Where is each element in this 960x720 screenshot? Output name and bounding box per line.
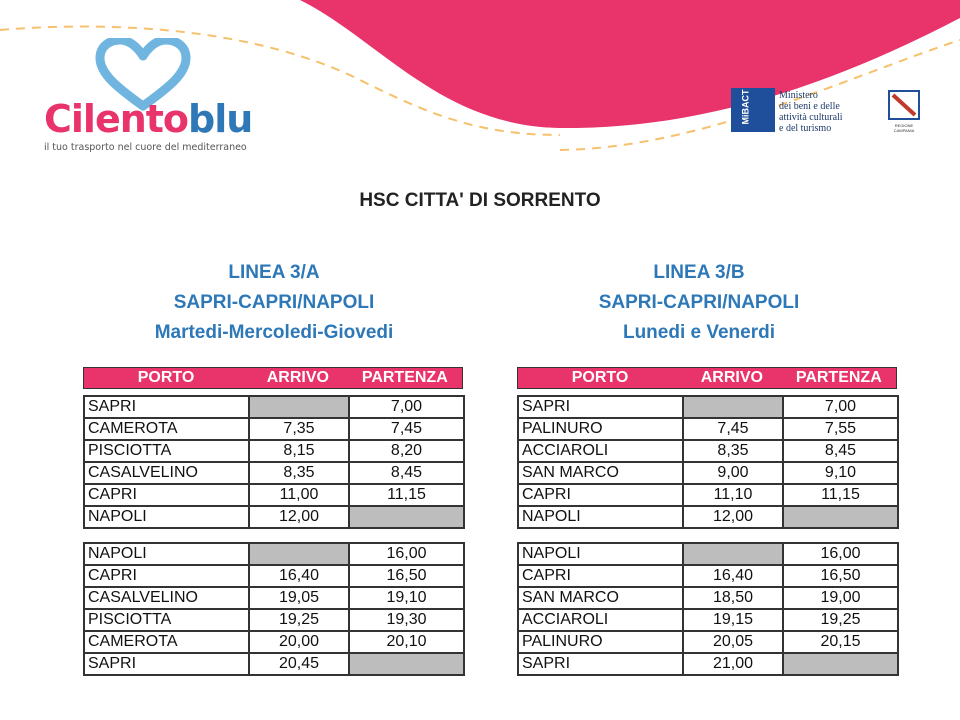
- brand-name-part2: blu: [188, 97, 253, 141]
- arrival-cell: 18,50: [683, 587, 783, 609]
- departure-cell: 16,00: [349, 543, 464, 565]
- arrival-cell: [249, 396, 349, 418]
- port-cell: SAPRI: [518, 653, 683, 675]
- arrival-cell: 9,00: [683, 462, 783, 484]
- arrival-cell: 20,05: [683, 631, 783, 653]
- port-cell: SAPRI: [518, 396, 683, 418]
- port-cell: SAPRI: [84, 396, 249, 418]
- port-cell: CAMEROTA: [84, 418, 249, 440]
- arrival-cell: [683, 396, 783, 418]
- table-row: [518, 565, 898, 587]
- table-row: [518, 506, 898, 528]
- arrival-cell: 16,40: [249, 565, 349, 587]
- table-header: [83, 367, 463, 389]
- ministry-name: [779, 90, 843, 134]
- table-row: [518, 543, 898, 565]
- departure-cell: 16,50: [349, 565, 464, 587]
- col-header-arrival: ARRIVO: [266, 369, 329, 386]
- table-row: [518, 631, 898, 653]
- return-table: [517, 542, 899, 676]
- arrival-cell: [683, 543, 783, 565]
- departure-cell: 11,15: [783, 484, 898, 506]
- departure-cell: 20,10: [349, 631, 464, 653]
- line-b-name: LINEA 3/B: [653, 262, 745, 283]
- ministry-line: attività culturali: [779, 112, 843, 123]
- arrival-cell: 8,15: [249, 440, 349, 462]
- port-cell: NAPOLI: [84, 543, 249, 565]
- ministry-line: e del turismo: [779, 123, 832, 134]
- brand-tagline: il tuo trasporto nel cuore del mediterraneo: [44, 142, 247, 153]
- port-cell: SAN MARCO: [518, 587, 683, 609]
- port-cell: NAPOLI: [518, 543, 683, 565]
- arrival-cell: 19,25: [249, 609, 349, 631]
- table-row: [518, 396, 898, 418]
- line-a-route: SAPRI-CAPRI/NAPOLI: [173, 292, 375, 313]
- port-cell: NAPOLI: [518, 506, 683, 528]
- port-cell: NAPOLI: [84, 506, 249, 528]
- departure-cell: 19,25: [783, 609, 898, 631]
- table-row: [518, 440, 898, 462]
- ministry-line: Ministero: [779, 90, 818, 101]
- table-row: [84, 653, 464, 675]
- table-row: [518, 462, 898, 484]
- ministry-logo: [731, 88, 851, 136]
- table-row: [518, 418, 898, 440]
- table-row: [84, 506, 464, 528]
- table-row: [84, 587, 464, 609]
- port-cell: SAN MARCO: [518, 462, 683, 484]
- departure-cell: 7,00: [349, 396, 464, 418]
- port-cell: CAMEROTA: [84, 631, 249, 653]
- col-header-port: PORTO: [571, 369, 629, 386]
- arrival-cell: 8,35: [683, 440, 783, 462]
- line-b-days: Lunedi e Venerdi: [622, 322, 776, 343]
- arrival-cell: 20,00: [249, 631, 349, 653]
- table-row: [518, 653, 898, 675]
- departure-cell: 20,15: [783, 631, 898, 653]
- arrival-cell: 11,10: [683, 484, 783, 506]
- arrival-cell: [249, 543, 349, 565]
- port-cell: SAPRI: [84, 653, 249, 675]
- port-cell: PALINURO: [518, 418, 683, 440]
- departure-cell: 7,55: [783, 418, 898, 440]
- port-cell: CASALVELINO: [84, 587, 249, 609]
- departure-cell: 11,15: [349, 484, 464, 506]
- arrival-cell: 16,40: [683, 565, 783, 587]
- line-a-heading: [84, 258, 464, 348]
- col-header-departure: PARTENZA: [795, 369, 882, 386]
- port-cell: ACCIAROLI: [518, 609, 683, 631]
- line-a-name: LINEA 3/A: [228, 262, 320, 283]
- port-cell: CAPRI: [84, 565, 249, 587]
- ministry-emblem-icon: [731, 88, 775, 132]
- arrival-cell: 8,35: [249, 462, 349, 484]
- port-cell: CAPRI: [518, 565, 683, 587]
- port-cell: PISCIOTTA: [84, 440, 249, 462]
- line-b-heading: [509, 258, 889, 348]
- ministry-line: dei beni e delle: [779, 101, 840, 112]
- departure-cell: [783, 506, 898, 528]
- table-row: [518, 609, 898, 631]
- brand-logo: [44, 97, 253, 141]
- arrival-cell: 19,05: [249, 587, 349, 609]
- table-row: [84, 565, 464, 587]
- ministry-abbreviation: MiBACT: [740, 89, 751, 125]
- table-row: [84, 609, 464, 631]
- departure-cell: 19,00: [783, 587, 898, 609]
- arrival-cell: 11,00: [249, 484, 349, 506]
- table-row: [518, 484, 898, 506]
- table-row: [84, 396, 464, 418]
- line-a-days: Martedi-Mercoledi-Giovedi: [154, 322, 394, 343]
- departure-cell: 8,45: [349, 462, 464, 484]
- departure-cell: [783, 653, 898, 675]
- region-shield-icon: [888, 90, 920, 120]
- departure-cell: 7,00: [783, 396, 898, 418]
- port-cell: CAPRI: [518, 484, 683, 506]
- departure-cell: [349, 653, 464, 675]
- arrival-cell: 12,00: [249, 506, 349, 528]
- return-table: [83, 542, 465, 676]
- col-header-port: PORTO: [137, 369, 195, 386]
- departure-cell: 7,45: [349, 418, 464, 440]
- port-cell: CASALVELINO: [84, 462, 249, 484]
- port-cell: PISCIOTTA: [84, 609, 249, 631]
- departure-cell: 8,20: [349, 440, 464, 462]
- port-cell: PALINURO: [518, 631, 683, 653]
- table-row: [84, 418, 464, 440]
- table-row: [518, 587, 898, 609]
- departure-cell: [349, 506, 464, 528]
- arrival-cell: 7,45: [683, 418, 783, 440]
- col-header-arrival: ARRIVO: [700, 369, 763, 386]
- region-logo: [884, 90, 924, 134]
- table-row: [84, 631, 464, 653]
- arrival-cell: 7,35: [249, 418, 349, 440]
- departure-cell: 16,50: [783, 565, 898, 587]
- arrival-cell: 19,15: [683, 609, 783, 631]
- table-row: [84, 462, 464, 484]
- table-row: [84, 543, 464, 565]
- table-header: [517, 367, 897, 389]
- line-b-route: SAPRI-CAPRI/NAPOLI: [598, 292, 800, 313]
- outbound-table: [83, 395, 465, 529]
- table-row: [84, 484, 464, 506]
- port-cell: CAPRI: [84, 484, 249, 506]
- departure-cell: 9,10: [783, 462, 898, 484]
- arrival-cell: 12,00: [683, 506, 783, 528]
- page-title: HSC CITTA' DI SORRENTO: [359, 190, 601, 211]
- col-header-departure: PARTENZA: [361, 369, 448, 386]
- arrival-cell: 21,00: [683, 653, 783, 675]
- departure-cell: 8,45: [783, 440, 898, 462]
- outbound-table: [517, 395, 899, 529]
- table-row: [84, 440, 464, 462]
- arrival-cell: 20,45: [249, 653, 349, 675]
- departure-cell: 19,10: [349, 587, 464, 609]
- departure-cell: 19,30: [349, 609, 464, 631]
- brand-name-part1: Cilento: [44, 97, 189, 141]
- departure-cell: 16,00: [783, 543, 898, 565]
- port-cell: ACCIAROLI: [518, 440, 683, 462]
- region-label: REGIONE CAMPANIA: [893, 123, 915, 133]
